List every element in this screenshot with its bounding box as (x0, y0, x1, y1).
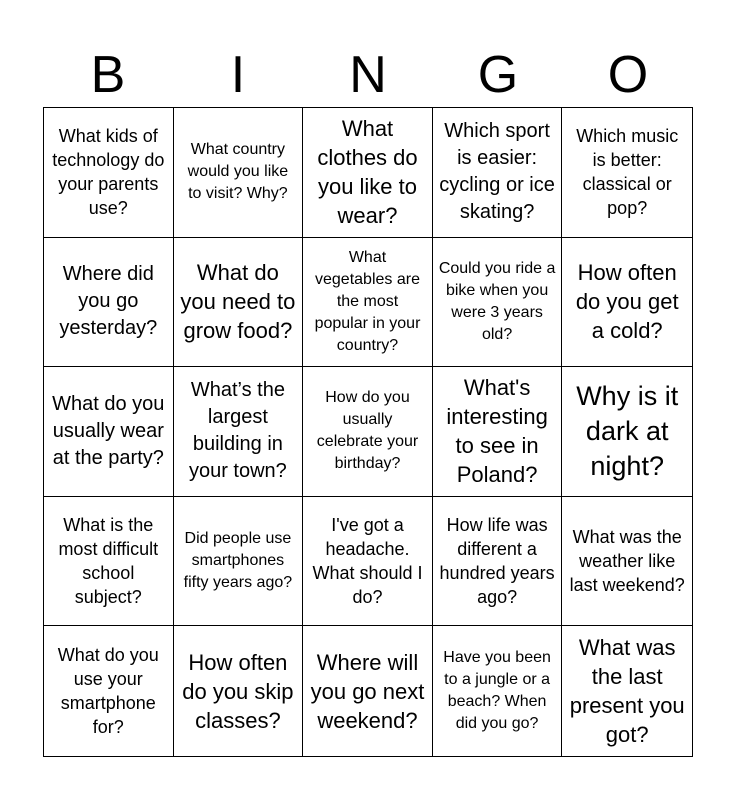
cell-question: What do you use your smartphone for? (57, 645, 159, 738)
bingo-cell[interactable] (562, 497, 692, 627)
cell-question: I've got a headache. What should I do? (312, 515, 423, 608)
cell-question: What do you usually wear at the party? (52, 392, 165, 469)
bingo-grid (43, 107, 693, 757)
bingo-cell[interactable] (174, 367, 304, 497)
bingo-cell[interactable] (44, 108, 174, 238)
header-letter-n: N (349, 46, 387, 104)
cell-question: What kids of technology do your parents use? (52, 126, 165, 219)
cell-question: Which music is better: classical or pop? (576, 126, 679, 219)
bingo-cell[interactable] (562, 626, 692, 756)
cell-question: Why is it dark at night? (576, 380, 679, 481)
bingo-cell[interactable] (303, 238, 433, 368)
cell-question: What vegetables are the most popular in your country? (314, 248, 421, 354)
cell-question: What do you need to grow food? (180, 260, 296, 344)
cell-question: Which sport is easier: cycling or ice skating? (439, 120, 555, 224)
cell-question: What's interesting to see in Poland? (446, 375, 548, 488)
cell-question: Did people use smartphones fifty years ago? (183, 530, 293, 592)
bingo-cell[interactable] (433, 367, 563, 497)
bingo-cell[interactable] (303, 497, 433, 627)
cell-question: What’s the largest building in your town? (188, 379, 287, 483)
bingo-cell[interactable] (303, 367, 433, 497)
cell-question: How often do you get a cold? (575, 260, 679, 344)
header-letter-i: I (230, 46, 246, 104)
cell-question: What country would you like to visit? Why? (187, 141, 289, 203)
cell-question: What was the weather like last weekend? (569, 527, 685, 596)
header-letter-o: O (607, 46, 649, 104)
bingo-cell[interactable] (174, 238, 304, 368)
bingo-cell[interactable] (433, 108, 563, 238)
bingo-cell[interactable] (174, 497, 304, 627)
bingo-cell[interactable] (562, 367, 692, 497)
cell-question: How often do you skip classes? (182, 649, 294, 733)
cell-question: Where will you go next weekend? (310, 649, 425, 733)
cell-question: How life was different a hundred years ago? (439, 515, 555, 608)
bingo-cell[interactable] (44, 497, 174, 627)
cell-question: What was the last present you got? (569, 635, 685, 748)
bingo-cell[interactable] (174, 108, 304, 238)
header-letter-g: G (477, 46, 519, 104)
cell-question: Have you been to a jungle or a beach? When did you go? (443, 649, 551, 733)
cell-question: Where did you go yesterday? (59, 263, 158, 340)
cell-question: What is the most difficult school subject? (58, 515, 159, 608)
bingo-header (43, 44, 693, 106)
bingo-cell[interactable] (44, 367, 174, 497)
bingo-cell[interactable] (433, 497, 563, 627)
cell-question: How do you usually celebrate your birthday? (316, 389, 419, 473)
bingo-cell[interactable] (44, 626, 174, 756)
bingo-cell[interactable] (303, 626, 433, 756)
bingo-cell[interactable] (433, 626, 563, 756)
bingo-cell[interactable] (44, 238, 174, 368)
bingo-cell[interactable] (174, 626, 304, 756)
cell-question: What clothes do you like to wear? (317, 116, 418, 229)
bingo-cell[interactable] (303, 108, 433, 238)
cell-question: Could you ride a bike when you were 3 years old? (438, 259, 556, 343)
bingo-cell[interactable] (433, 238, 563, 368)
bingo-cell[interactable] (562, 238, 692, 368)
bingo-cell[interactable] (562, 108, 692, 238)
header-letter-b: B (90, 46, 126, 104)
